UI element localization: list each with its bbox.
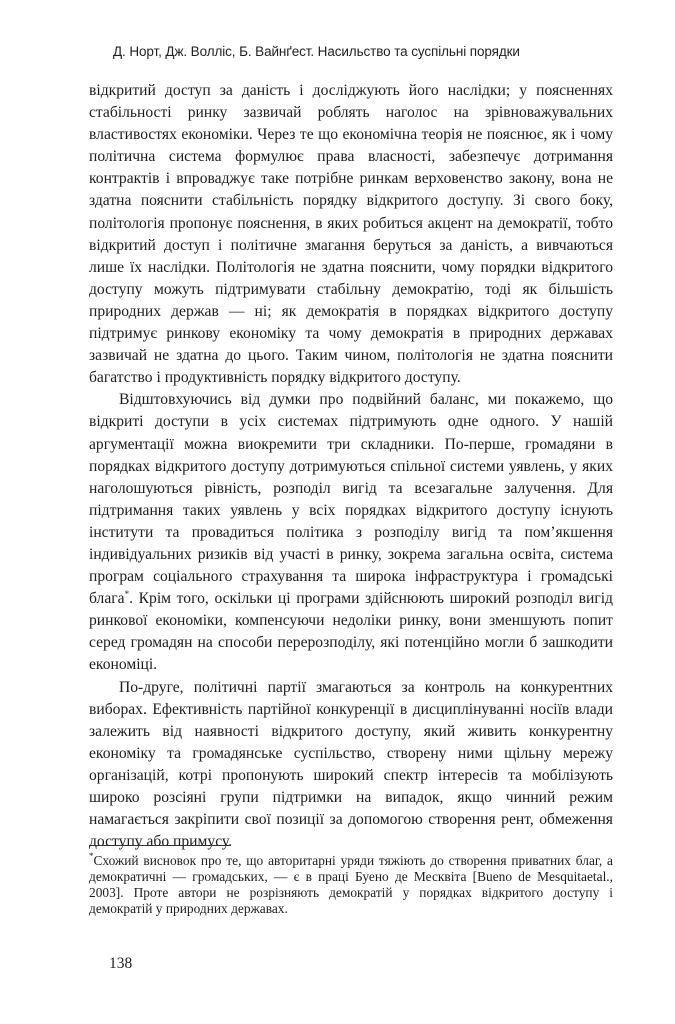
paragraph-text: Відштовхуючись від думки про подвійний баланс, ми покажемо, що відкриті доступи в усіх системах підтримують одне одного. У нашій аргументації можна виокремити три складники. По-перше, громадяни в порядках відкритого доступу дотримуються спільної системи уявлень, у яких наголошуються рівність, розподіл вигід та всезагальне залучення. Для підтримання таких уявлень у всіх порядках відкритого доступу існують інститути та провадиться політика з розподілу вигід та пом’якшення індивідуальних ризиків від участі в ринку, зокрема загальна освіта, система програм соціального страхування та широка інфраструктура і громадські блага — [89, 391, 613, 608]
page-number: 138 — [109, 955, 133, 972]
paragraph-second-point: По-друге, політичні партії змагаються за контроль на конкурентних виборах. Ефективність партійної конкуренції в дисциплінуванні носіїв влади залежить від наявності відкритого доступу, який живить конкурентну економіку та громадянське суспільство, створену ними щільну мережу організацій, котрі пропонують широкий спектр інтересів та мобілізують широко розсіяні групи підтримки на випадок, якщо чинний режим намагається закріпити свої позиції за допомогою створення рент, обмеження доступу або примусу. — [89, 678, 613, 851]
footnote-marker: * — [124, 589, 130, 600]
paragraph-continued: відкритий доступ за даність і досліджують його наслідки; у поясненнях стабільності ринку зазвичай роблять наголос на зрівноважувальних властивостях економіки. Через те що економічна теорія не пояснює, як і чому політична система формулює права власності, забезпечує дотримання контрактів і впроваджує таке потрібне ринкам верховенство закону, вона не здатна пояснити стабільність порядку відкритого доступу. Зі свого боку, політологія пропонує пояснення, в яких робиться акцент на демократії, тобто відкритий доступ і політичне змагання беруться за даність, а вивчаються лише їх наслідки. Політологія не здатна пояснити, чому порядки відкритого доступу можуть підтримувати стабільну демократію, тоді як більшість природних держав — ні; як демократія в порядках відкритого доступу підтримує ринкову економіку та чому демократія в природних державах зазвичай не здатна до цього. Таким чином, політологія не здатна пояснити багатство і продуктивність порядку відкритого доступу. — [89, 82, 613, 387]
footnote-text: Схожий висновок про те, що авторитарні уряди тяжіють до створення приватних благ, а демократичні — громадських, — є в праці Буено де Месквіта [Bueno de Mesquitaetal., 2003]. Проте автори не розрізняють демократій у порядках відкритого доступу і демократій у природних державах. — [89, 853, 613, 916]
footnote-divider — [89, 845, 231, 846]
paragraph-double-balance — [89, 389, 613, 676]
footnote — [89, 853, 613, 917]
paragraph-text-continued: . Крім того, оскільки ці програми здійснюють широкий розподіл вигід ринкової економіки, компенсуючи недоліки ринку, вони зменшують попит серед громадян на способи перерозподілу, які потенційно могли б зашкодити економіці. — [89, 590, 613, 674]
running-head: Д. Норт, Дж. Волліс, Б. Вайнґест. Насильство та суспільні порядки — [113, 44, 520, 59]
body-text — [89, 80, 613, 853]
footnote-marker-ref: * — [89, 851, 94, 861]
